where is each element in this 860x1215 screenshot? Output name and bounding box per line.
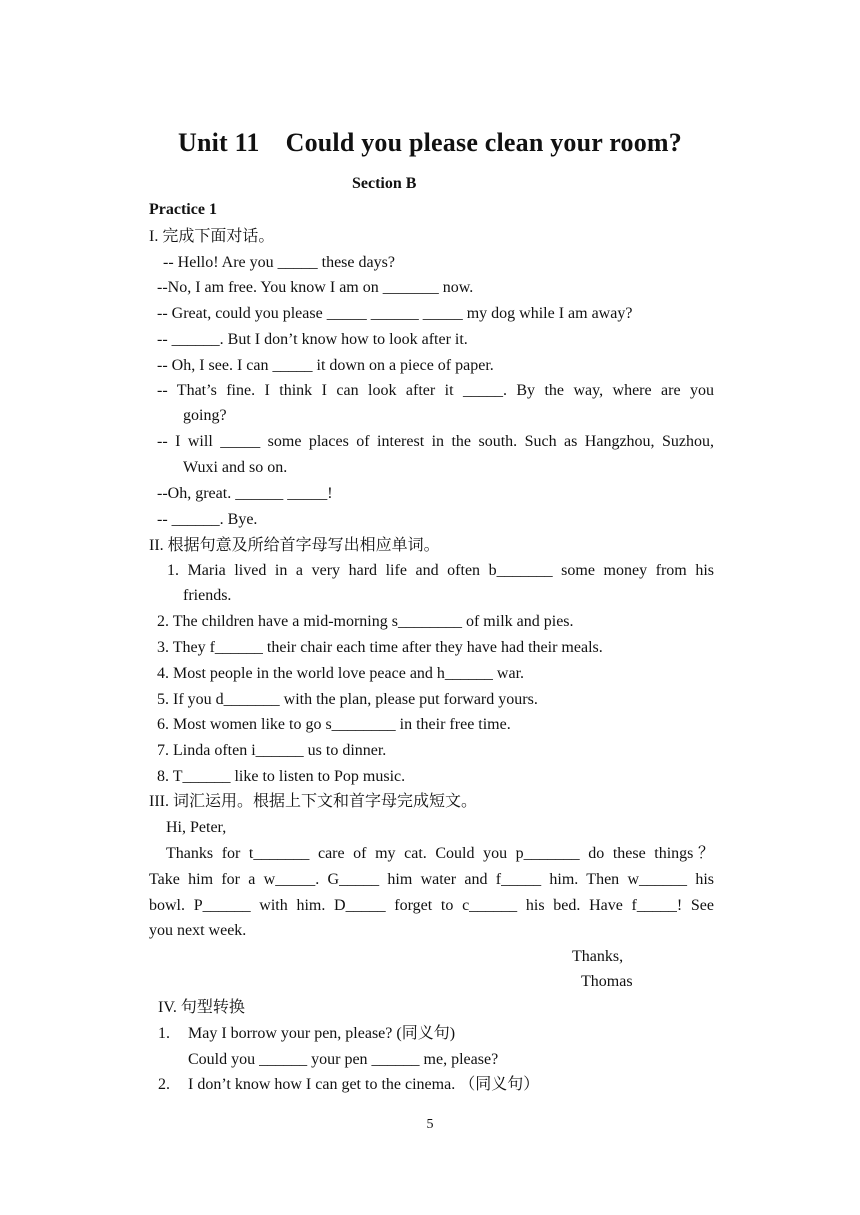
page-number: 5 <box>426 1117 434 1132</box>
letter-line: Take him for a w_____. G_____ him water and f_____ him. Then w______ his <box>149 871 714 888</box>
letter-greeting: Hi, Peter, <box>166 819 227 836</box>
question-item: 8. T______ like to listen to Pop music. <box>157 768 406 785</box>
dialogue-line-continued: going? <box>183 407 227 424</box>
unit-title: Could you please clean your room? <box>285 128 682 157</box>
dialogue-line: --Oh, great. ______ _____! <box>157 485 333 502</box>
dialogue-line: -- ______. Bye. <box>157 511 258 528</box>
question-item: 5. If you d_______ with the plan, please put forward yours. <box>157 691 538 708</box>
transform-sentence: May I borrow your pen, please? (同义句) <box>188 1025 456 1042</box>
letter-signature: Thomas <box>581 973 633 990</box>
unit-label: Unit 11 <box>178 128 260 157</box>
practice-heading: Practice 1 <box>149 201 217 218</box>
transform-answer-line: Could you ______ your pen ______ me, please? <box>188 1051 499 1068</box>
dialogue-line: -- That’s fine. I think I can look after it _____. By the way, where are you <box>157 382 714 399</box>
part2-heading: II. 根据句意及所给首字母写出相应单词。 <box>149 537 440 554</box>
dialogue-line: -- Great, could you please _____ ______ _____ my dog while I am away? <box>157 305 633 322</box>
item-number: 1. <box>158 1025 170 1042</box>
letter-line: Thanks for t_______ care of my cat. Could you p_______ do these things？ <box>166 845 714 862</box>
dialogue-line: -- I will _____ some places of interest in the south. Such as Hangzhou, Suzhou, <box>157 433 714 450</box>
part4-heading: IV. 句型转换 <box>158 999 245 1016</box>
letter-closing: Thanks, <box>572 948 624 965</box>
dialogue-line: -- Hello! Are you _____ these days? <box>163 254 395 271</box>
dialogue-line: --No, I am free. You know I am on _______ now. <box>157 279 474 296</box>
part1-heading: I. 完成下面对话。 <box>149 228 275 245</box>
question-item: 3. They f______ their chair each time after they have had their meals. <box>157 639 603 656</box>
question-item: 4. Most people in the world love peace and h______ war. <box>157 665 525 682</box>
transform-sentence: I don’t know how I can get to the cinema. （同义句） <box>188 1076 540 1093</box>
letter-line: you next week. <box>149 922 247 939</box>
page-title <box>0 128 860 158</box>
part3-heading: III. 词汇运用。根据上下文和首字母完成短文。 <box>149 793 477 810</box>
section-heading: Section B <box>352 175 417 192</box>
dialogue-line-continued: Wuxi and so on. <box>183 459 288 476</box>
question-item: 6. Most women like to go s________ in their free time. <box>157 716 511 733</box>
question-item: 1. Maria lived in a very hard life and often b_______ some money from his <box>167 562 714 579</box>
question-item: 7. Linda often i______ us to dinner. <box>157 742 387 759</box>
question-item-continued: friends. <box>183 587 232 604</box>
dialogue-line: -- ______. But I don’t know how to look after it. <box>157 331 468 348</box>
dialogue-line: -- Oh, I see. I can _____ it down on a piece of paper. <box>157 357 494 374</box>
letter-line: bowl. P______ with him. D_____ forget to c______ his bed. Have f_____! See <box>149 897 714 914</box>
question-item: 2. The children have a mid-morning s________ of milk and pies. <box>157 613 574 630</box>
item-number: 2. <box>158 1076 170 1093</box>
